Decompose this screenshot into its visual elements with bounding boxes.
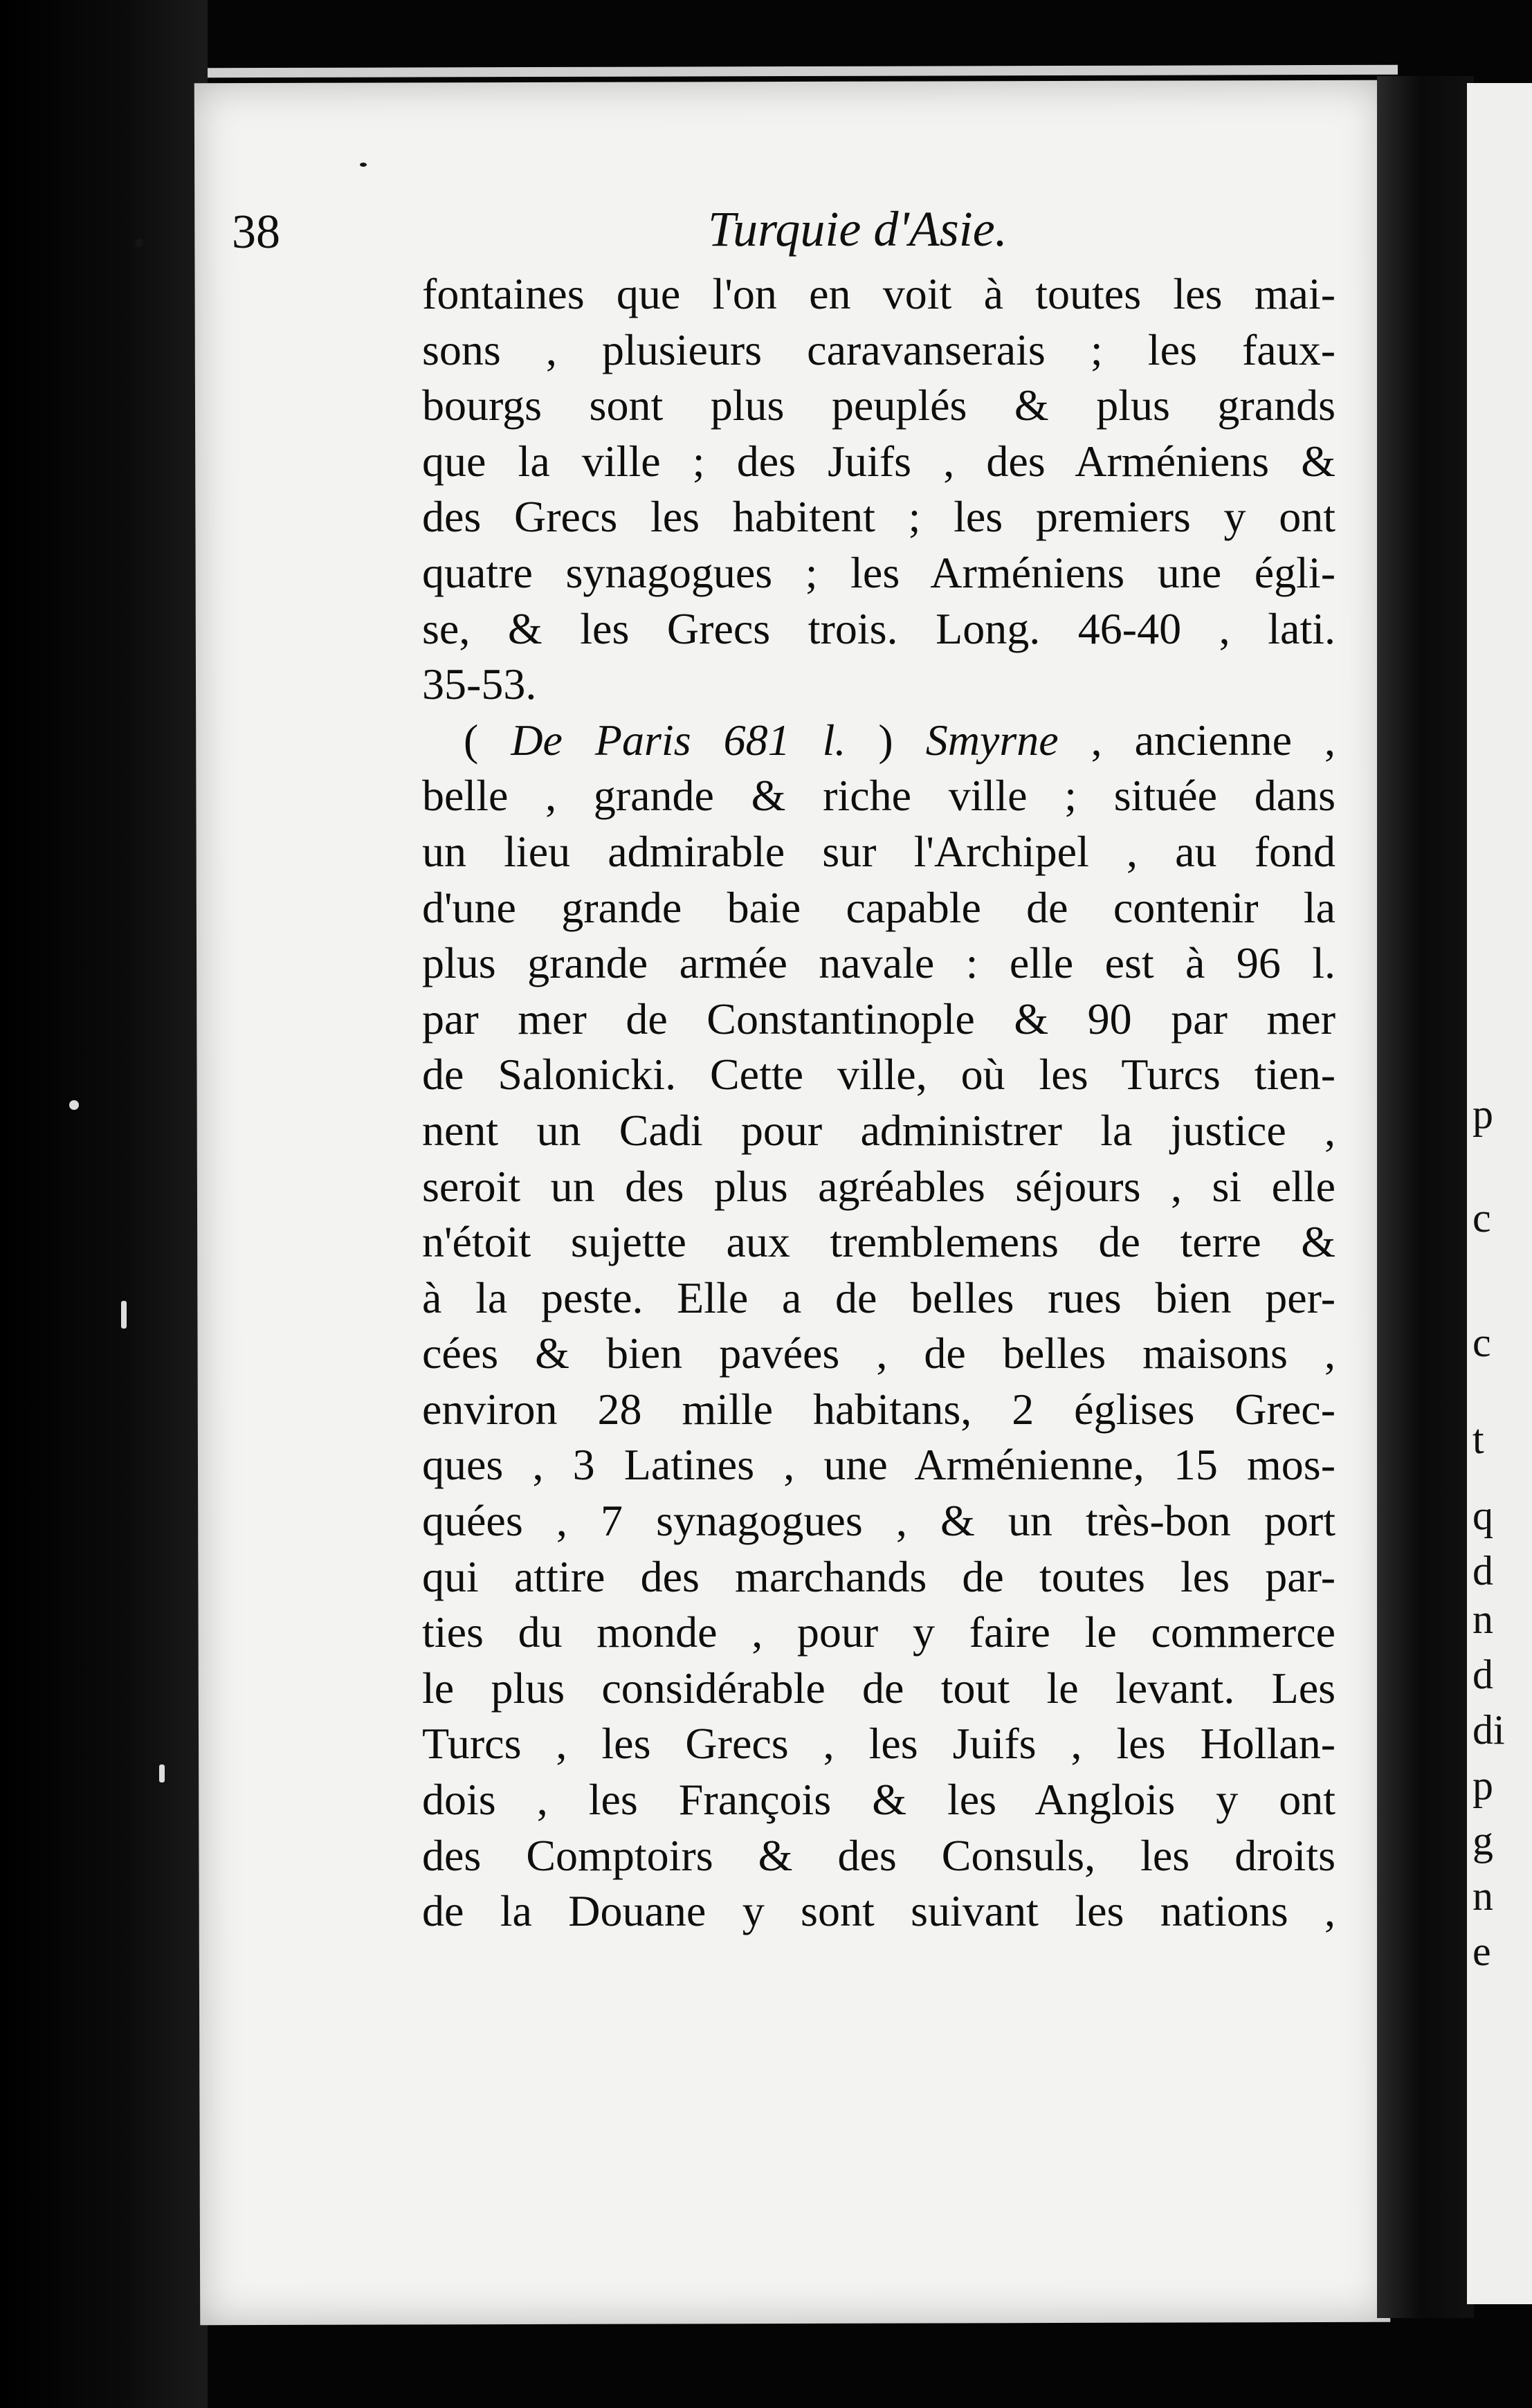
running-title: Turquie d'Asie. — [708, 201, 1007, 257]
text-line: plus grande armée navale : elle est à 96 l. — [422, 938, 1335, 988]
right-page-fragment: t — [1472, 1416, 1484, 1462]
italic-city-name: Smyrne — [925, 715, 1059, 765]
text-line: sons , plusieurs caravanserais ; les faux- — [422, 325, 1335, 374]
text-line: ties du monde , pour y faire le commerce — [422, 1607, 1335, 1657]
body-text — [422, 266, 1335, 1940]
page-number: 38 — [232, 206, 280, 259]
text-line: qui attire des marchands de toutes les par- — [422, 1551, 1335, 1601]
right-page-fragment: d — [1472, 1652, 1493, 1697]
text-line: dois , les François & les Anglois y ont — [422, 1775, 1335, 1825]
text-line: de Salonicki. Cette ville, où les Turcs tien- — [422, 1050, 1335, 1100]
scan-speck — [159, 1764, 165, 1782]
text-line: de la Douane y sont suivant les nations , — [422, 1886, 1335, 1936]
right-page-fragment: p — [1472, 1762, 1493, 1808]
text-line: quatre synagogues ; les Arméniens une égli- — [422, 547, 1335, 597]
text-line: seroit un des plus agréables séjours , si elle — [422, 1161, 1335, 1211]
text-line: à la peste. Elle a de belles rues bien per- — [422, 1273, 1335, 1322]
right-page-fragment: n — [1472, 1873, 1493, 1919]
right-page-fragment: c — [1472, 1320, 1491, 1365]
page-top-edge — [208, 65, 1398, 78]
text-line: belle , grande & riche ville ; située dans — [422, 771, 1335, 821]
right-page-fragment: g — [1472, 1818, 1493, 1863]
text-line: d'une grande baie capable de contenir la — [422, 882, 1335, 932]
right-page-fragment: q — [1472, 1493, 1493, 1538]
spine-shadow — [0, 0, 208, 2408]
text-line: par mer de Constantinople & 90 par mer — [422, 994, 1335, 1043]
scan-speck — [69, 1100, 79, 1110]
text-line: que la ville ; des Juifs , des Arméniens & — [422, 436, 1335, 486]
text-line: cées & bien pavées , de belles maisons , — [422, 1329, 1335, 1378]
page-gutter — [1377, 76, 1474, 2318]
text-line: des Grecs les habitent ; les premiers y ont — [422, 492, 1335, 542]
text-line: des Comptoirs & des Consuls, les droits — [422, 1830, 1335, 1880]
text-line: bourgs sont plus peuplés & plus grands — [422, 381, 1335, 430]
right-page-fragment: d — [1472, 1548, 1493, 1594]
scan-speck — [360, 163, 367, 167]
text-line: fontaines que l'on en voit à toutes les mai- — [422, 269, 1335, 318]
scan-speck — [121, 1301, 127, 1329]
running-head — [232, 201, 1339, 277]
text-line: 35-53. — [422, 659, 537, 709]
right-page-fragment: n — [1472, 1596, 1493, 1642]
text-line: quées , 7 synagogues , & un très-bon port — [422, 1496, 1335, 1546]
text-line: Turcs , les Grecs , les Juifs , les Hollan- — [422, 1719, 1335, 1769]
scan-speck — [135, 239, 143, 247]
text-line: nent un Cadi pour administrer la justice , — [422, 1105, 1335, 1155]
right-page-fragment: p — [1472, 1091, 1493, 1137]
text-line: ques , 3 Latines , une Arménienne, 15 mos- — [422, 1440, 1335, 1490]
text-line: le plus considérable de tout le levant. Les — [422, 1663, 1335, 1713]
text-line-smyrne: ( De Paris 681 l. ) Smyrne , ancienne , — [464, 715, 1336, 765]
italic-from-paris: De Paris 681 l. — [511, 715, 846, 765]
right-page-fragment: di — [1472, 1707, 1505, 1753]
right-page-edge — [1467, 83, 1532, 2304]
text-line: n'étoit sujette aux tremblemens de terre & — [422, 1217, 1335, 1267]
text-line: environ 28 mille habitans, 2 églises Grec- — [422, 1384, 1335, 1434]
text-line: se, & les Grecs trois. Long. 46-40 , lati. — [422, 603, 1335, 653]
right-page-fragment: e — [1472, 1928, 1491, 1974]
text-line: un lieu admirable sur l'Archipel , au fond — [422, 826, 1335, 876]
right-page-fragment: c — [1472, 1195, 1491, 1241]
